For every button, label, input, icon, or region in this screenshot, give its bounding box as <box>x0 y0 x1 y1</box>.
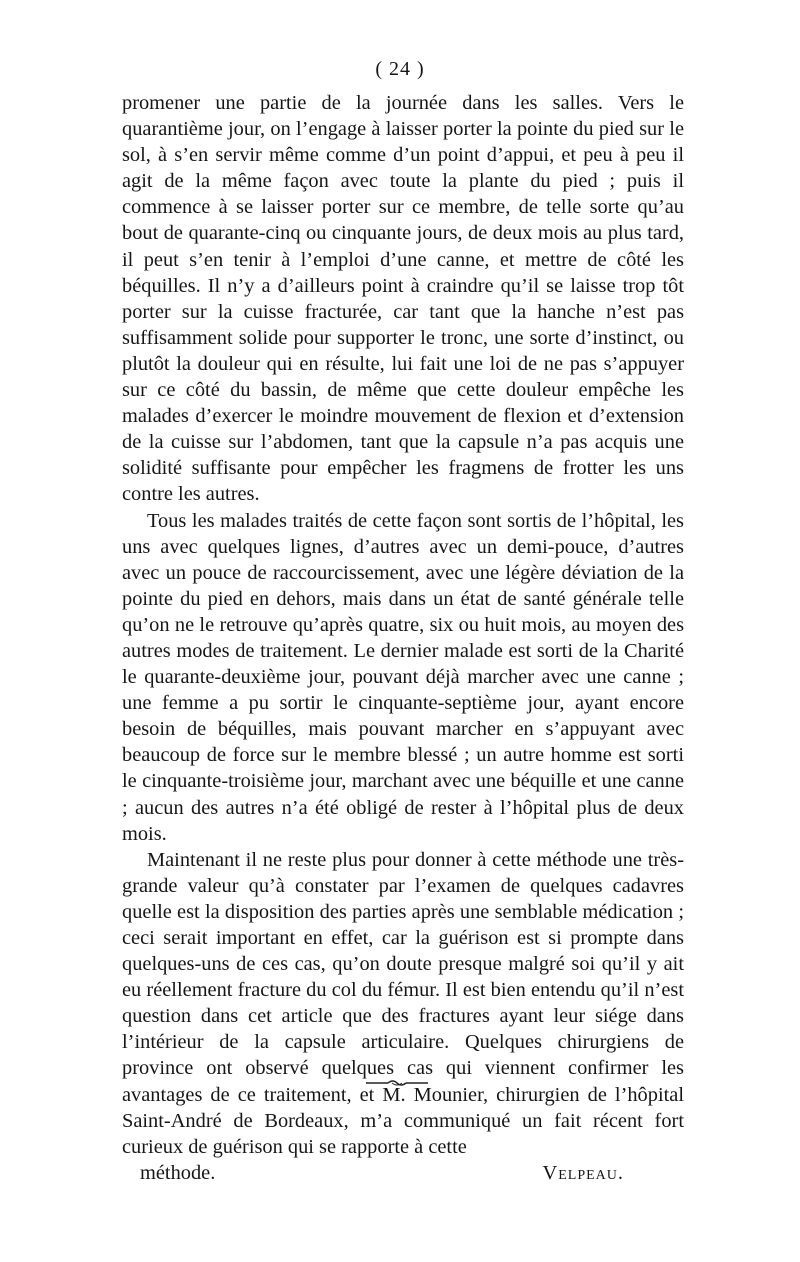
author-signature: Velpeau. <box>542 1161 624 1184</box>
article-body <box>122 90 684 1186</box>
paragraph-1: promener une partie de la journée dans les salles. Vers le quarantième jour, on l’engage à laisser porter la pointe du pied sur le sol, à s’en servir même comme d’un point d’appui, et peu à peu il agit de la même façon avec toute la plante du pied ; puis il commence à se laisser porter sur ce membre, de telle sorte qu’au bout de quarante-cinq ou cinquante jours, de deux mois au plus tard, il peut s’en tenir à l’emploi d’une canne, et mettre de côté les béquilles. Il n’y a d’ailleurs point à craindre qu’il se laisse trop tôt porter sur la cuisse fracturée, car tant que la hanche n’est pas suffisamment solide pour supporter le tronc, une sorte d’instinct, ou plutôt la douleur qui en résulte, lui fait une loi de ne pas s’appuyer sur ce côté du bassin, de même que cette douleur empêche les malades d’exercer le moindre mouvement de flexion et d’extension de la cuisse sur l’abdomen, tant que la capsule n’a pas acquis une solidité suffisante pour empêcher les fragmens de frotter les uns contre les autres. <box>122 92 684 506</box>
closing-word: méthode. <box>140 1161 216 1184</box>
paragraph-3: Maintenant il ne reste plus pour donner à cette méthode une très-grande valeur qu’à constater par l’examen de quelques cadavres quelle est la disposition des parties après une semblable médication ; ceci serait important en effet, car la guérison est si prompte dans quelques-uns de ces cas, qu’on doute presque malgré soi qu’il y ait eu réellement fracture du col du fémur. Il est bien entendu qu’il n’est question dans cet article que des fractures ayant leur siége dans l’intérieur de la capsule articulaire. Quelques chirurgiens de province ont observé quelques cas qui viennent confirmer les avantages de ce traitement, et M. Mounier, chirurgien de l’hôpital Saint-André de Bordeaux, m’a communiqué un fait récent fort curieux de guérison qui se rapporte à cette <box>122 848 684 1158</box>
end-ornament <box>366 1079 428 1087</box>
paragraph-2: Tous les malades traités de cette façon sont sortis de l’hôpital, les uns avec quelques lignes, d’autres avec un demi-pouce, d’autres avec un pouce de raccourcissement, avec une légère déviation de la pointe du pied en dehors, mais dans un état de santé générale telle qu’on ne le retrouve qu’après quatre, six ou huit mois, au moyen des autres modes de traitement. Le dernier malade est sorti de la Charité le quarante-deuxième jour, pouvant déjà marcher avec une canne ; une femme a pu sortir le cinquante-septième jour, ayant encore besoin de béquilles, mais pouvant marcher en s’appuyant avec beaucoup de force sur le membre blessé ; un autre homme est sorti le cinquante-troisième jour, marchant avec une béquille et une canne ; aucun des autres n’a été obligé de rester à l’hôpital plus de deux mois. <box>122 509 684 845</box>
closing-line <box>122 1160 684 1186</box>
page-number: ( 24 ) <box>375 58 425 80</box>
